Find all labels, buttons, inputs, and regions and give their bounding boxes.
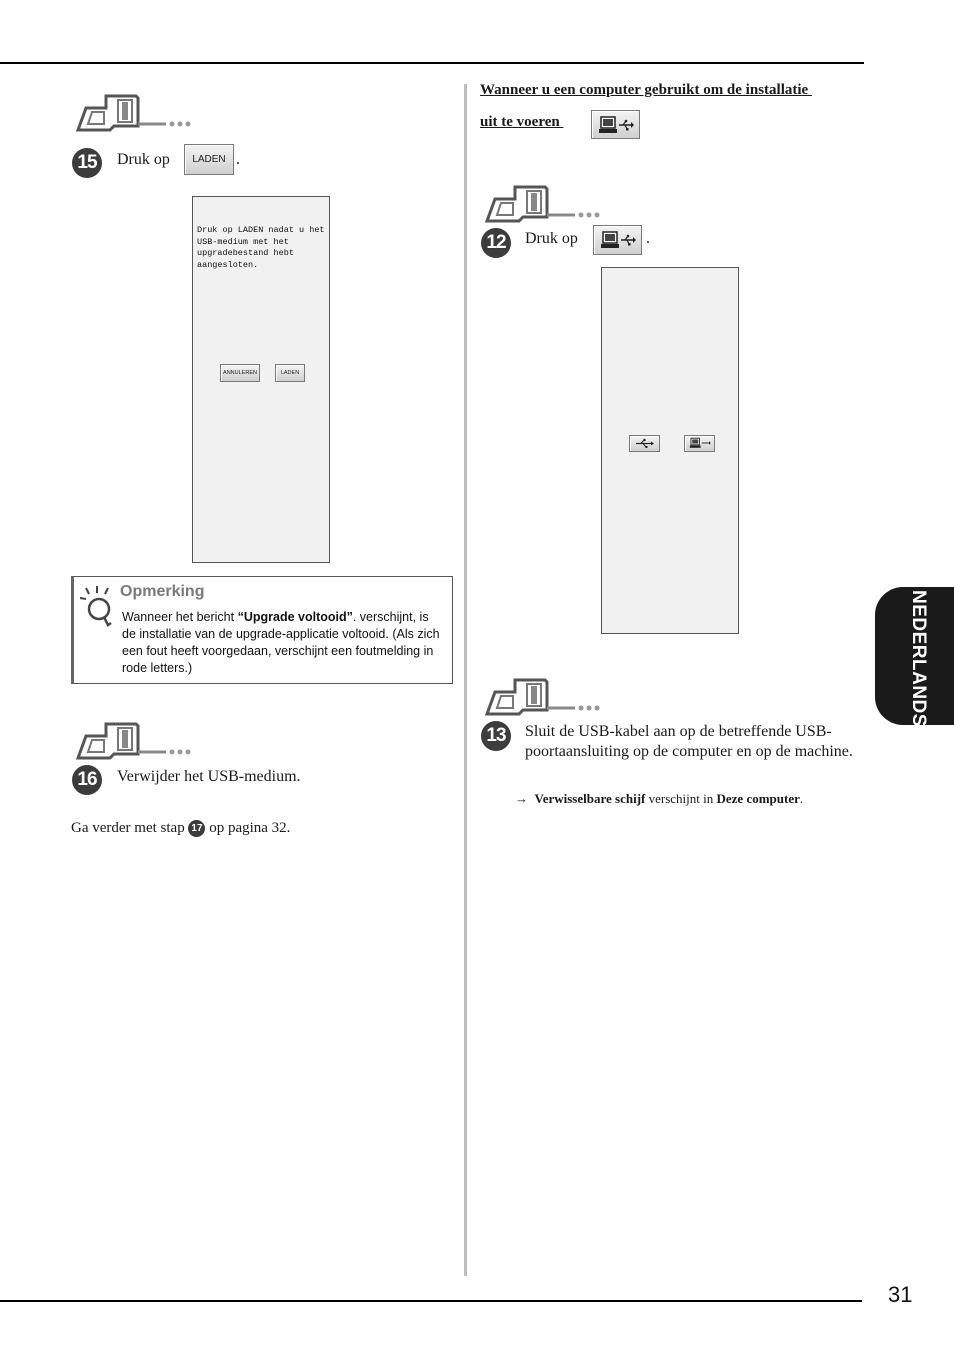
step-12-period: . [646,230,650,247]
computer-usb-icon [598,115,634,135]
column-divider [464,84,467,1276]
note-body [122,609,444,677]
screen-message: Druk op LADEN nadat u het USB-medium met het upgradebestand hebt aangesloten. [197,225,325,270]
step-number-16: 16 [72,765,102,795]
note-text-2: . verschijnt, is de installatie van de upgrade-applicatie voltooid. (Als zich een fout heeft voorgedaan, verschijnt een foutmelding in rode letters.) [122,610,440,675]
lcd-screen-usb [601,267,739,634]
sewing-machine-icon [483,179,603,227]
section-heading-line1: Wanneer u een computer gebruikt om de installatie [480,82,812,98]
arrow-icon: → [515,791,528,806]
step-number-17: 17 [188,820,205,837]
note-text-1: Wanneer het bericht [122,610,238,624]
step-13-text: Sluit de USB-kabel aan op de betreffende USB-poortaansluiting op de computer en op de machine. [525,723,853,760]
step-12-text: Druk op [525,230,578,247]
result-text-2: . [799,791,804,806]
step-15-text: Druk op [117,151,170,168]
screen-laden-button[interactable]: LADEN [275,364,305,382]
note-bold: “Upgrade voltooid” [237,610,353,624]
lcd-screen-laden [192,196,330,563]
result-bold-2: Deze computer [716,791,800,806]
step-number-15: 15 [72,148,102,178]
sewing-machine-icon [74,716,194,764]
result-bold-1: Verwisselbare schijf [534,791,646,806]
page-number: 31 [888,1282,913,1307]
step-number-12: 12 [481,228,511,258]
computer-usb-screen-button[interactable] [684,435,715,452]
computer-usb-button[interactable] [593,225,642,255]
section-heading-line2: uit te voeren [480,114,564,130]
continue-text-2: op pagina 32. [205,820,291,836]
step-16-text: Verwijder het USB-medium. [117,768,301,785]
sewing-machine-icon [74,88,194,136]
sewing-machine-icon [483,672,603,720]
result-line [515,790,803,807]
language-tab-label: NEDERLANDS [908,590,929,727]
usb-button[interactable] [629,435,660,452]
lightbulb-icon [80,586,114,628]
bottom-rule [0,1300,862,1302]
top-rule [0,62,864,64]
step-number-13: 13 [481,721,511,751]
usb-icon [635,438,655,449]
annuleren-button[interactable]: ANNULEREN [220,364,260,382]
result-text-1: verschijnt in [645,791,717,806]
computer-usb-button-heading[interactable] [591,110,640,139]
computer-usb-icon [689,437,711,449]
continue-line [71,818,290,838]
step-15-period: . [236,151,240,168]
laden-button[interactable]: LADEN [184,144,234,175]
continue-text-1: Ga verder met stap [71,820,189,836]
note-title: Opmerking [120,583,205,600]
computer-usb-icon [600,230,636,250]
